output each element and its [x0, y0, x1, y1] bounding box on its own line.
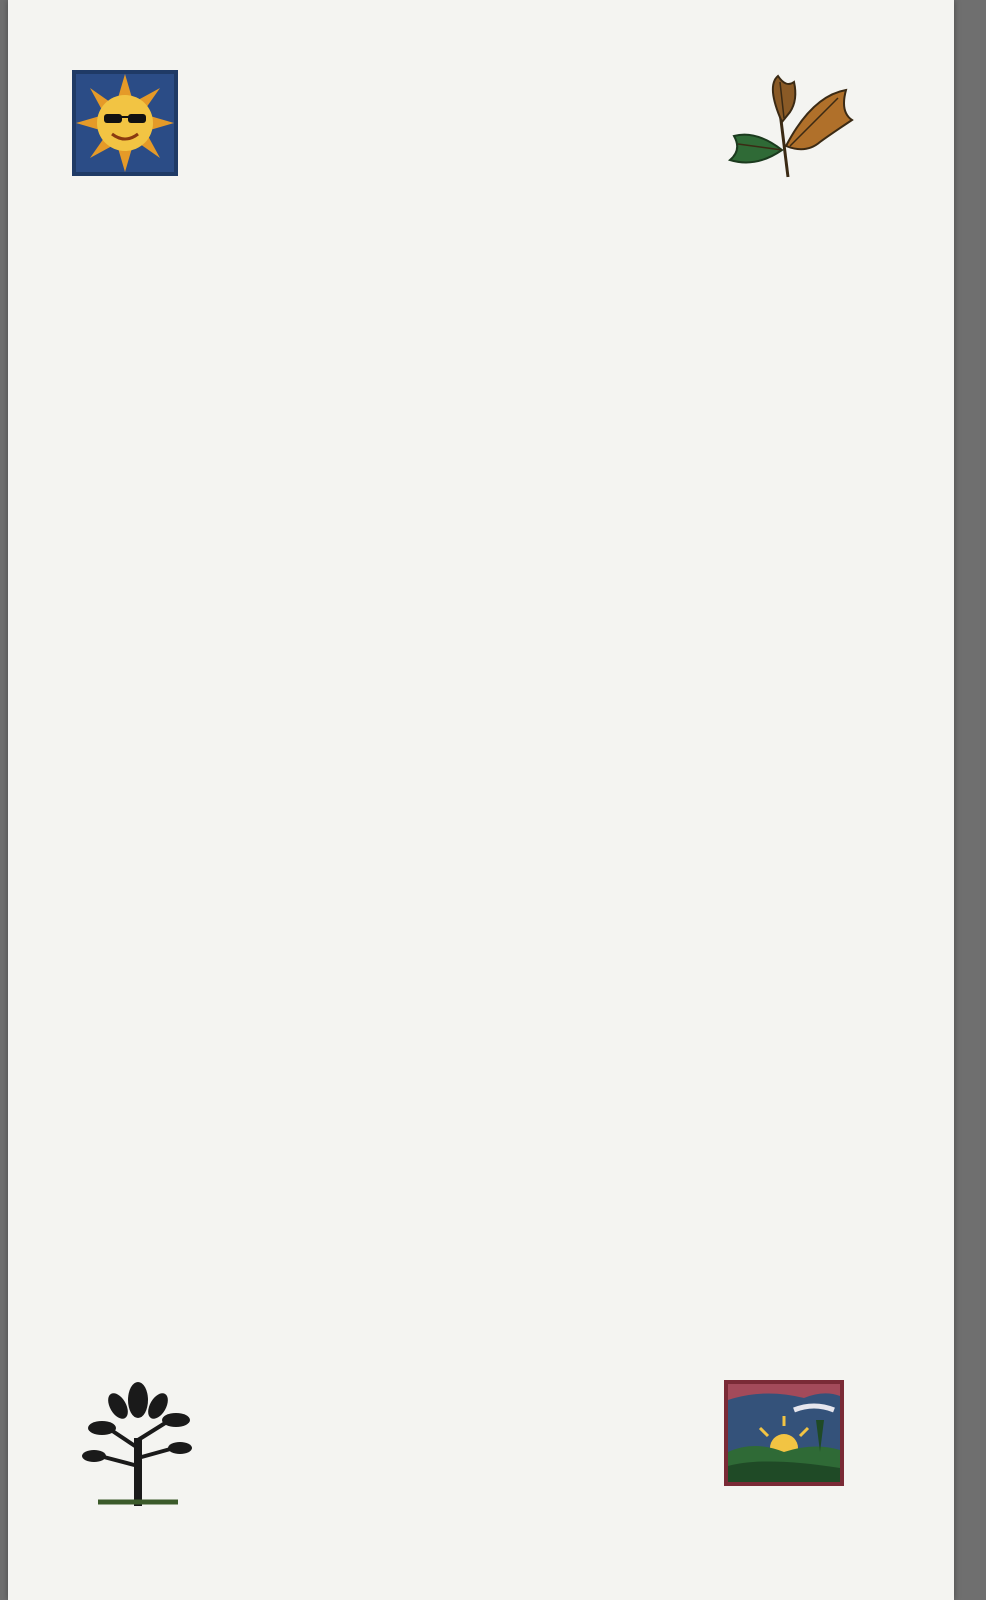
oak-leaves-icon [720, 72, 860, 182]
poem-sheet [8, 0, 954, 1600]
poinsettia-border-right [880, 60, 954, 1530]
poem-title [278, 100, 488, 200]
poinsettia-border-left [8, 60, 78, 1530]
tree-icon [78, 1378, 198, 1508]
sunset-landscape-icon [724, 1380, 844, 1486]
sun-with-sunglasses-icon [72, 70, 178, 176]
poinsettia-border-top [8, 0, 954, 70]
poinsettia-border-bottom [8, 1526, 954, 1600]
